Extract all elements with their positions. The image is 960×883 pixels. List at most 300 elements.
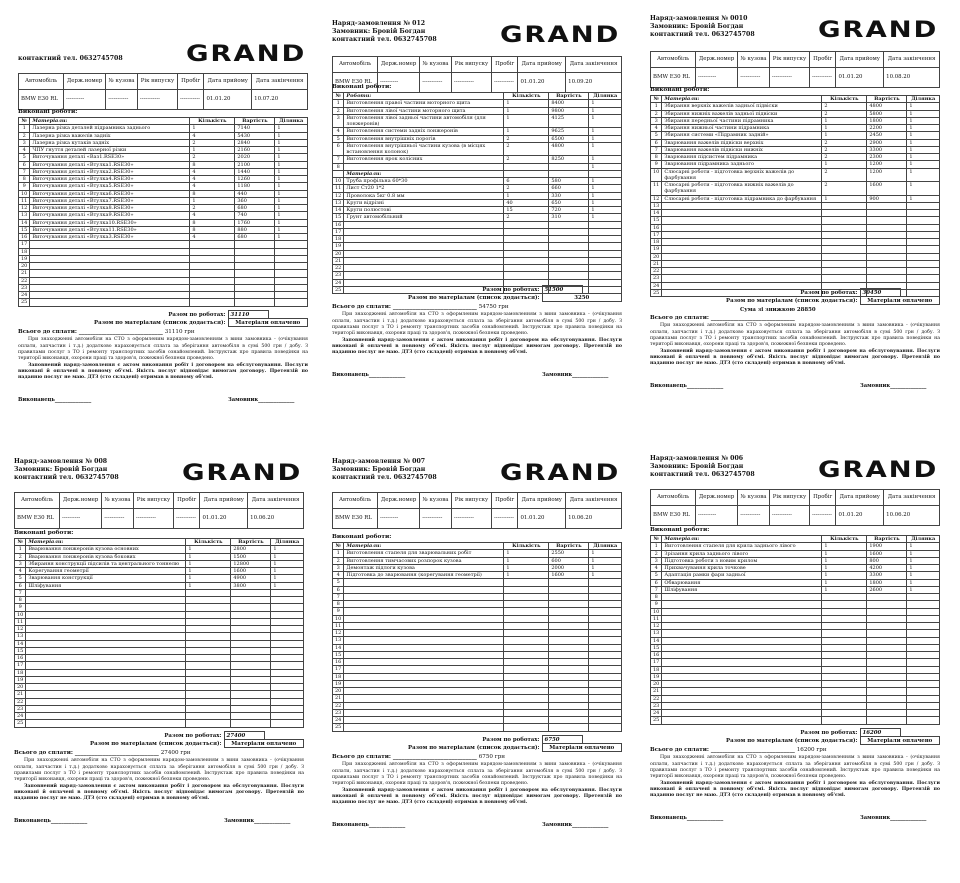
empty-cell: [822, 702, 867, 709]
terms-text: [332, 762, 622, 806]
sum-materials-row: [392, 294, 622, 302]
empty-cell: [275, 299, 308, 306]
row-price: 600: [549, 557, 589, 564]
work-order-form: [332, 458, 632, 883]
row-price: 2600: [867, 586, 907, 593]
row-number: 6: [333, 142, 344, 156]
table-row: [333, 107, 622, 114]
row-number: 11: [333, 185, 344, 192]
empty-cell: [907, 695, 940, 702]
table-row: [651, 168, 940, 182]
row-quantity: 1: [822, 579, 867, 586]
row-number: 8: [15, 597, 26, 604]
vehicle-col-value: -----------: [102, 509, 134, 529]
empty-cell: [504, 702, 549, 709]
empty-cell: [275, 263, 308, 270]
col-qty-header: Кількість: [504, 93, 549, 100]
empty-cell: [235, 241, 275, 248]
total-underline: ______________________________: [708, 315, 795, 322]
empty-cell: [822, 659, 867, 666]
empty-row: [651, 239, 940, 246]
empty-cell: [344, 265, 504, 272]
total-to-pay: [14, 750, 191, 757]
vehicle-col-header: № кузова: [106, 74, 138, 90]
col-unit-header: Ділянка: [907, 96, 940, 103]
table-row: [651, 117, 940, 124]
terms-paragraph: При знаходженні автомобіля на СТО з оформленим нарядом-замовленням з вини замовника - (очікування оплати, запчастин і т.д.) додатково нараховується сплата за зберігання автомобіля в сумі 500 грн / добу. З правилами послуг з ТО і ремонту транспортних засобів ознайомлений. Інструктаж про правила поведінки на території виконавця, охорони праці та здоров'я, пожежної безпеки проведено.: [650, 323, 940, 348]
empty-cell: [589, 257, 622, 264]
vehicle-col-header: Автомобіль: [651, 490, 696, 506]
row-number: 4: [651, 565, 662, 572]
row-price: 1200: [867, 161, 907, 168]
row-number: 4: [651, 125, 662, 132]
empty-cell: [662, 594, 822, 601]
row-quantity: 1: [822, 586, 867, 593]
empty-cell: [549, 724, 589, 731]
empty-cell: [26, 597, 186, 604]
empty-cell: [589, 651, 622, 658]
vehicle-col-value: 10.06.20: [248, 509, 304, 529]
row-quantity: 2: [822, 110, 867, 117]
empty-cell: [549, 695, 589, 702]
empty-cell: [589, 272, 622, 279]
performer-label: Виконавець: [332, 822, 369, 829]
row-description: Виготовлення внутрішніх порогів: [344, 135, 504, 142]
empty-cell: [271, 633, 304, 640]
empty-cell: [589, 717, 622, 724]
row-number: 25: [651, 289, 662, 296]
vehicle-col-value: 01.01.20: [204, 90, 252, 110]
row-number: 8: [651, 154, 662, 161]
empty-cell: [549, 236, 589, 243]
vehicle-col-value: -----------: [420, 73, 452, 93]
empty-cell: [504, 250, 549, 257]
empty-cell: [231, 713, 271, 720]
row-quantity: 1: [504, 557, 549, 564]
totals-table: [392, 735, 622, 752]
discount-sum: Сума зі знижкою 28850: [740, 307, 816, 314]
empty-cell: [30, 277, 190, 284]
row-unit: 1: [589, 135, 622, 142]
empty-cell: [867, 666, 907, 673]
table-row: [333, 199, 622, 206]
empty-cell: [867, 673, 907, 680]
empty-cell: [822, 608, 867, 615]
empty-cell: [231, 604, 271, 611]
row-price: 8250: [549, 156, 589, 163]
table-row: [333, 550, 622, 557]
section-header-row: [651, 96, 940, 103]
vehicle-table: [650, 51, 940, 88]
row-number: 23: [333, 709, 344, 716]
vehicle-col-header: Автомобіль: [15, 493, 60, 509]
vehicle-col-header: Рік випуску: [133, 493, 173, 509]
vehicle-col-header: Рік випуску: [769, 490, 809, 506]
performer-signature: [14, 818, 87, 824]
row-number: 16: [19, 234, 30, 241]
empty-cell: [26, 698, 186, 705]
empty-cell: [867, 652, 907, 659]
vehicle-col-header: Держ.номер: [378, 57, 420, 73]
section-title: Матеріали:: [344, 543, 504, 550]
empty-row: [15, 713, 304, 720]
empty-cell: [907, 630, 940, 637]
empty-row: [19, 284, 308, 291]
empty-row: [15, 662, 304, 669]
empty-cell: [589, 644, 622, 651]
row-description: Виготовлення стапеля для зварювальних робіт: [344, 550, 504, 557]
row-unit: 1: [907, 586, 940, 593]
empty-cell: [867, 637, 907, 644]
row-description: Ґрунт автомобільний: [344, 214, 504, 221]
empty-cell: [190, 270, 235, 277]
table-row: [333, 572, 622, 579]
vehicle-col-value: 01.01.20: [836, 68, 884, 88]
table-row: [333, 185, 622, 192]
contact-phone: контактний тел. 0632745708: [14, 474, 119, 482]
empty-cell: [231, 626, 271, 633]
row-description: Виточування деталі «Втулка4.RSE30»: [30, 176, 190, 183]
row-quantity: 2: [504, 135, 549, 142]
empty-cell: [589, 608, 622, 615]
row-price: 680: [235, 234, 275, 241]
vehicle-col-header: Дата закінчення: [884, 52, 940, 68]
row-number: 24: [19, 292, 30, 299]
row-price: 1600: [867, 550, 907, 557]
empty-row: [651, 681, 940, 688]
row-quantity: 1: [190, 125, 235, 132]
table-row: [651, 110, 940, 117]
empty-cell: [662, 623, 822, 630]
row-price: 1440: [235, 168, 275, 175]
totals-table: [78, 310, 308, 327]
empty-cell: [907, 673, 940, 680]
empty-cell: [231, 720, 271, 727]
row-number: 12: [19, 205, 30, 212]
empty-row: [19, 241, 308, 248]
row-unit: 1: [907, 579, 940, 586]
row-price: 4200: [867, 565, 907, 572]
vehicle-header-row: [333, 493, 622, 509]
empty-cell: [30, 248, 190, 255]
empty-cell: [867, 623, 907, 630]
empty-cell: [271, 720, 304, 727]
row-price: [549, 163, 589, 170]
total-underline: ______________________________: [76, 329, 165, 336]
empty-cell: [662, 231, 822, 238]
empty-cell: [549, 644, 589, 651]
spacer: [582, 736, 622, 744]
empty-row: [651, 217, 940, 224]
customer-signature: [542, 372, 608, 379]
vehicle-header-row: [333, 57, 622, 73]
empty-row: [651, 695, 940, 702]
signature-line: ______________: [572, 822, 609, 829]
row-quantity: 4: [190, 132, 235, 139]
row-number: 10: [15, 611, 26, 618]
empty-cell: [662, 210, 822, 217]
totals-table: [710, 728, 940, 745]
empty-cell: [662, 673, 822, 680]
empty-row: [651, 710, 940, 717]
row-price: 4800: [549, 142, 589, 156]
empty-row: [15, 589, 304, 596]
empty-cell: [822, 710, 867, 717]
sum-works-label: Разом по роботах:: [482, 736, 540, 743]
row-number: 25: [333, 724, 344, 731]
vehicle-col-value: -----------: [451, 509, 491, 529]
row-number: 4: [15, 568, 26, 575]
row-number: 7: [15, 589, 26, 596]
row-unit: 1: [275, 176, 308, 183]
row-number: 8: [19, 176, 30, 183]
row-number: 5: [333, 579, 344, 586]
row-number: 4: [333, 128, 344, 135]
empty-cell: [504, 659, 549, 666]
empty-row: [333, 221, 622, 228]
row-description: Слюсарні роботи - підготовка нижніх важелів до фарбування: [662, 182, 822, 196]
customer-signature: [860, 383, 926, 390]
empty-cell: [589, 673, 622, 680]
empty-cell: [549, 717, 589, 724]
grand-logo: GRAND: [817, 458, 938, 483]
empty-cell: [907, 260, 940, 267]
empty-row: [333, 601, 622, 608]
empty-cell: [231, 647, 271, 654]
row-number: 14: [19, 219, 30, 226]
empty-cell: [589, 724, 622, 731]
empty-row: [651, 688, 940, 695]
empty-cell: [822, 615, 867, 622]
row-description: Зварювання підрамника заднього: [662, 161, 822, 168]
row-unit: 1: [275, 219, 308, 226]
vehicle-col-value: 10.06.20: [566, 509, 622, 529]
vehicle-col-value: -----------: [769, 68, 809, 88]
empty-cell: [907, 702, 940, 709]
empty-row: [333, 630, 622, 637]
row-description: Виточування деталі «Втулка5.RSE30»: [30, 183, 190, 190]
empty-cell: [822, 688, 867, 695]
total-to-pay: [332, 304, 509, 311]
row-unit: 1: [589, 185, 622, 192]
empty-cell: [662, 630, 822, 637]
works-done-title: Виконані роботи:: [14, 530, 74, 536]
empty-row: [19, 248, 308, 255]
empty-cell: [344, 688, 504, 695]
customer-signature: [224, 818, 290, 825]
row-unit: 1: [907, 161, 940, 168]
col-price-header: Вартість: [235, 118, 275, 125]
vehicle-table: [332, 492, 622, 529]
vehicle-col-value: BMW E30 RL: [333, 509, 378, 529]
empty-cell: [30, 263, 190, 270]
row-unit: 1: [907, 557, 940, 564]
row-number: 21: [651, 688, 662, 695]
empty-cell: [907, 681, 940, 688]
empty-cell: [271, 684, 304, 691]
row-description: Виготовлення внутрішньої частини кузова (в місцях встановлення колонок): [344, 142, 504, 156]
grand-logo: GRAND: [185, 42, 306, 67]
empty-row: [15, 604, 304, 611]
vehicle-col-header: Держ.номер: [696, 490, 738, 506]
empty-cell: [662, 644, 822, 651]
row-unit: 1: [907, 117, 940, 124]
empty-cell: [30, 241, 190, 248]
empty-row: [651, 717, 940, 724]
empty-row: [15, 597, 304, 604]
empty-cell: [26, 691, 186, 698]
row-number: 25: [19, 299, 30, 306]
empty-cell: [271, 669, 304, 676]
row-unit: 1: [275, 234, 308, 241]
sum-materials-value: Матеріали оплачено: [860, 737, 940, 745]
empty-cell: [907, 239, 940, 246]
row-number: 9: [19, 183, 30, 190]
row-quantity: 2: [504, 185, 549, 192]
empty-cell: [231, 618, 271, 625]
col-num-header: №: [651, 536, 662, 543]
table-row: [19, 183, 308, 190]
spacer: [268, 311, 308, 319]
empty-cell: [822, 253, 867, 260]
row-number: 2: [651, 110, 662, 117]
customer-signature: [228, 397, 294, 404]
empty-cell: [662, 601, 822, 608]
empty-cell: [190, 284, 235, 291]
row-price: 740: [235, 212, 275, 219]
row-price: 4800: [867, 103, 907, 110]
row-number: 14: [333, 207, 344, 214]
row-number: 14: [15, 640, 26, 647]
performer-signature: [650, 815, 723, 821]
vehicle-col-value: -----------: [809, 506, 835, 526]
empty-cell: [822, 623, 867, 630]
row-price: 1800: [867, 117, 907, 124]
empty-cell: [662, 637, 822, 644]
terms-paragraph: Заповнений наряд-замовлення є актом виконання робіт і договором на обслуговування. Послуги виконані й оплачені в повному об'ємі. Якість послуг відповідає вимогам договору. Претензій по наданню послуг не маю. ДТЗ (сто складені) отримав в повному об'ємі.: [332, 337, 622, 356]
empty-row: [651, 202, 940, 209]
row-quantity: [504, 163, 549, 170]
empty-cell: [822, 217, 867, 224]
terms-paragraph: При знаходженні автомобіля на СТО з оформленим нарядом-замовленням з вини замовника - (очікування оплати, запчастин і т.д.) додатково нараховується сплата за зберігання автомобіля в сумі 500 грн / добу. З правилами послуг з ТО і ремонту транспортних засобів ознайомлений. Інструктаж про правила поведінки на території виконавця, охорони праці та здоров'я, пожежної безпеки проведено.: [332, 312, 622, 337]
col-num-header: №: [15, 539, 26, 546]
work-items-table: [332, 542, 622, 732]
empty-cell: [186, 604, 231, 611]
table-row: [19, 212, 308, 219]
row-quantity: 1: [186, 582, 231, 589]
work-order-form: [650, 455, 950, 880]
empty-row: [651, 594, 940, 601]
work-items-table: [650, 95, 940, 297]
row-unit: 1: [589, 572, 622, 579]
row-price: 2200: [867, 125, 907, 132]
empty-cell: [549, 257, 589, 264]
row-price: 880: [235, 226, 275, 233]
vehicle-col-header: Держ.номер: [378, 493, 420, 509]
sum-materials-label: Разом по матеріалам (список додається):: [726, 297, 858, 304]
empty-cell: [30, 255, 190, 262]
empty-cell: [186, 705, 231, 712]
row-number: 3: [19, 139, 30, 146]
row-description: Підготовка до зварювання (корегування геометрії): [344, 572, 504, 579]
empty-cell: [186, 611, 231, 618]
row-number: 23: [651, 275, 662, 282]
empty-cell: [662, 688, 822, 695]
vehicle-col-value: BMW E30 RL: [651, 506, 696, 526]
row-number: 19: [15, 676, 26, 683]
row-description: Збирання системи «Підрамник задній»: [662, 132, 822, 139]
row-price: 6500: [549, 135, 589, 142]
empty-cell: [867, 253, 907, 260]
sum-materials-row: [710, 297, 940, 305]
empty-cell: [344, 630, 504, 637]
empty-cell: [867, 594, 907, 601]
row-price: 800: [867, 557, 907, 564]
empty-cell: [822, 630, 867, 637]
signature-line: ______________: [368, 372, 406, 379]
row-unit: 1: [275, 205, 308, 212]
contact-phone: контактний тел. 0632745708: [18, 55, 123, 62]
section-title: Матеріали:: [344, 170, 504, 177]
vehicle-values-row: [651, 68, 940, 88]
row-number: 16: [651, 224, 662, 231]
row-unit: 1: [275, 125, 308, 132]
row-number: 11: [19, 197, 30, 204]
sum-works-row: [392, 736, 622, 744]
vehicle-col-header: Дата прийому: [518, 57, 566, 73]
empty-cell: [549, 709, 589, 716]
row-price: 1200: [867, 168, 907, 182]
row-number: 22: [19, 277, 30, 284]
row-quantity: 1: [186, 575, 231, 582]
row-price: 3800: [231, 582, 271, 589]
empty-cell: [190, 255, 235, 262]
empty-row: [651, 246, 940, 253]
table-row: [333, 128, 622, 135]
row-unit: 1: [275, 226, 308, 233]
empty-row: [333, 608, 622, 615]
order-number: Наряд-замовлення № 006: [650, 455, 744, 462]
empty-cell: [235, 292, 275, 299]
row-quantity: 2: [822, 146, 867, 153]
empty-cell: [549, 688, 589, 695]
row-quantity: 1: [504, 550, 549, 557]
empty-cell: [271, 611, 304, 618]
row-price: 3300: [867, 146, 907, 153]
row-price: 4900: [231, 575, 271, 582]
empty-cell: [504, 644, 549, 651]
vehicle-col-header: Автомобіль: [651, 52, 696, 68]
row-description: Зрізання крила заднього лівого: [662, 550, 822, 557]
empty-cell: [589, 695, 622, 702]
empty-cell: [867, 717, 907, 724]
row-number: 13: [651, 202, 662, 209]
total-value: 16200 грн: [796, 747, 827, 754]
empty-cell: [907, 217, 940, 224]
total-label: Всього до сплати:: [650, 747, 709, 754]
empty-cell: [662, 239, 822, 246]
col-unit-header: Ділянка: [275, 118, 308, 125]
empty-cell: [504, 717, 549, 724]
row-number: 17: [333, 228, 344, 235]
empty-cell: [549, 243, 589, 250]
row-quantity: 4: [190, 168, 235, 175]
vehicle-values-row: [19, 90, 308, 110]
empty-cell: [231, 611, 271, 618]
empty-row: [333, 717, 622, 724]
empty-cell: [822, 652, 867, 659]
row-description: Лазерна різка кутаків задніх: [30, 139, 190, 146]
